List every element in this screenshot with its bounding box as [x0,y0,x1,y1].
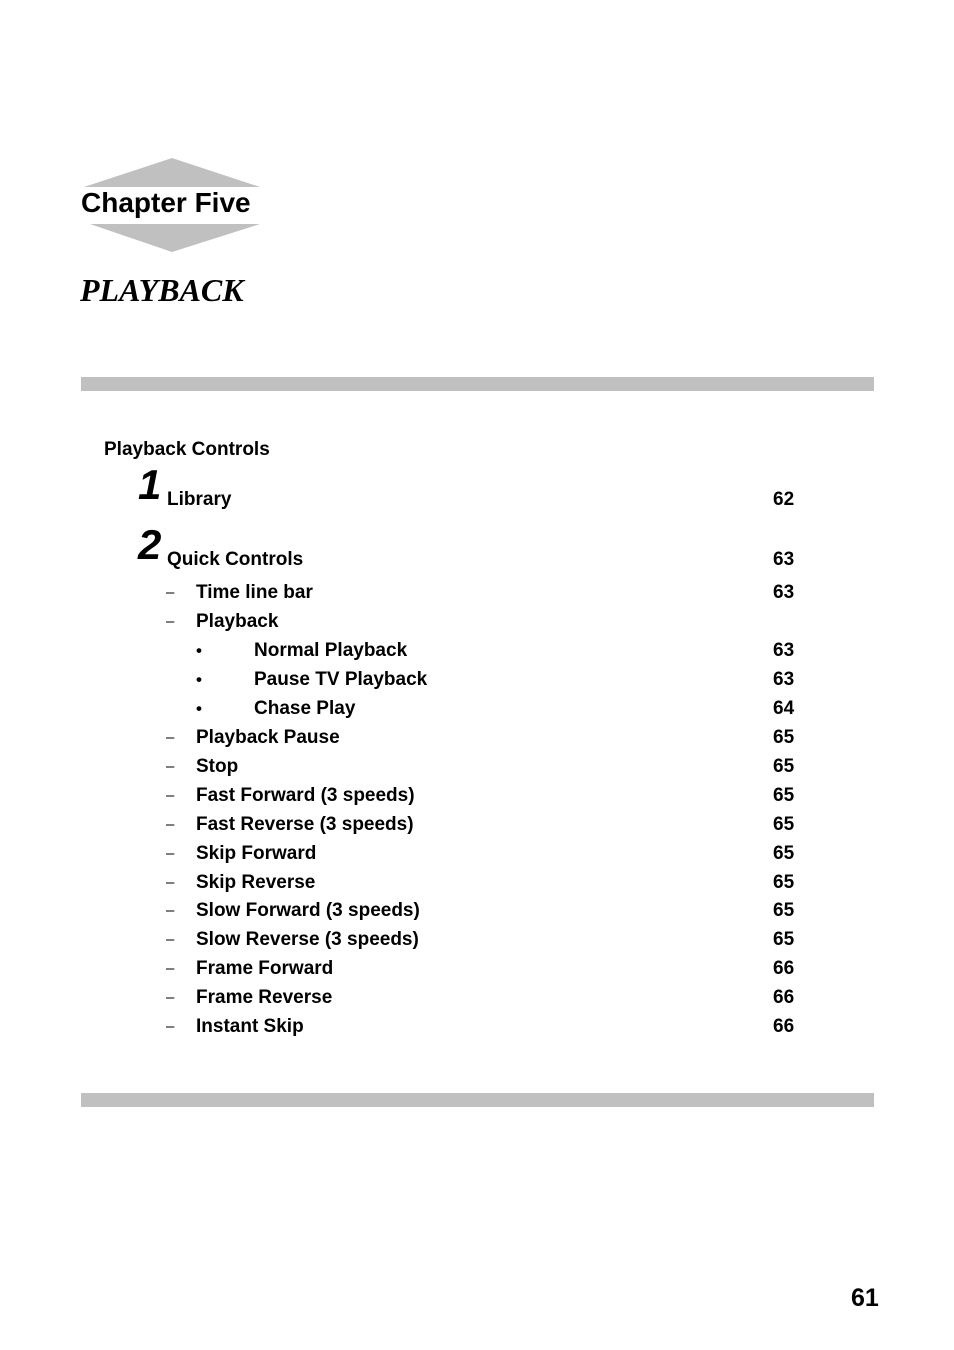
toc-item-label: Normal Playback [254,640,408,661]
toc-page-number: 65 [773,929,795,950]
dash-marker: – [166,931,175,948]
toc-item-row[interactable] [0,639,954,663]
toc-item-row[interactable] [0,842,954,866]
toc-page-number: 65 [773,843,795,864]
toc-page-number: 65 [773,872,795,893]
toc-item-row[interactable] [0,668,954,692]
toc-heading: Playback Controls [104,439,270,460]
toc-page-number: 66 [773,1016,795,1037]
toc-item-label: Frame Reverse [196,987,333,1008]
dash-marker: – [166,758,175,775]
toc-item-label: Playback Pause [196,727,340,748]
toc-item-row[interactable] [0,726,954,750]
page-number: 61 [851,1284,879,1312]
toc-item-label: Frame Forward [196,958,334,979]
toc-page-number: 63 [773,640,795,661]
toc-section-number: 1 [138,461,162,508]
toc-page-number: 63 [773,549,795,570]
toc-item-label: Instant Skip [196,1016,304,1037]
top-divider [81,377,874,391]
toc-item-label: Pause TV Playback [254,669,428,690]
dash-marker: – [166,989,175,1006]
toc-page-number: 65 [773,814,795,835]
dash-marker: – [166,960,175,977]
toc-item-row[interactable] [0,697,954,721]
toc-section-row[interactable] [0,461,954,512]
bullet-marker: • [196,641,202,660]
toc-page-number: 66 [773,958,795,979]
dash-marker: – [166,845,175,862]
dash-marker: – [166,902,175,919]
dash-marker: – [166,584,175,601]
toc-page-number: 65 [773,785,795,806]
toc-page-number: 62 [773,489,795,510]
toc-section-number: 2 [138,521,162,568]
dash-marker: – [166,613,175,630]
dash-marker: – [166,787,175,804]
chapter-label: Chapter Five [81,187,251,218]
toc-page-number: 63 [773,669,795,690]
toc-item-label: Stop [196,756,239,777]
toc-item-row[interactable] [0,581,954,605]
toc-item-row[interactable] [0,813,954,837]
dash-marker: – [166,816,175,833]
toc-item-row[interactable] [0,871,954,895]
toc-page-number: 65 [773,756,795,777]
toc-item-label: Playback [196,611,279,632]
toc-page-number: 65 [773,727,795,748]
toc-item-label: Fast Forward (3 speeds) [196,785,415,806]
dash-marker: – [166,1018,175,1035]
toc-item-row[interactable] [0,610,954,634]
toc-item-row[interactable] [0,957,954,981]
toc-section-row[interactable] [0,521,954,572]
toc-page-number: 63 [773,582,795,603]
chapter-title: PLAYBACK [80,272,244,308]
toc-item-label: Chase Play [254,698,356,719]
toc-section-label: Quick Controls [167,549,304,570]
toc-item-row[interactable] [0,755,954,779]
toc-item-row[interactable] [0,928,954,952]
toc-item-row[interactable] [0,1015,954,1039]
toc-page-number: 65 [773,900,795,921]
bullet-marker: • [196,670,202,689]
toc-item-row[interactable] [0,986,954,1010]
toc-item-label: Fast Reverse (3 speeds) [196,814,414,835]
chapter-badge [80,157,264,253]
dash-marker: – [166,874,175,891]
toc-item-label: Skip Forward [196,843,317,864]
toc-page-number: 64 [773,698,795,719]
toc-item-row[interactable] [0,784,954,808]
toc-section-label: Library [167,489,232,510]
bottom-divider [81,1093,874,1107]
dash-marker: – [166,729,175,746]
toc-item-label: Slow Forward (3 speeds) [196,900,420,921]
toc-page-number: 66 [773,987,795,1008]
toc-item-label: Skip Reverse [196,872,316,893]
toc-item-label: Time line bar [196,582,313,603]
toc-item-label: Slow Reverse (3 speeds) [196,929,419,950]
bullet-marker: • [196,699,202,718]
toc-item-row[interactable] [0,899,954,923]
